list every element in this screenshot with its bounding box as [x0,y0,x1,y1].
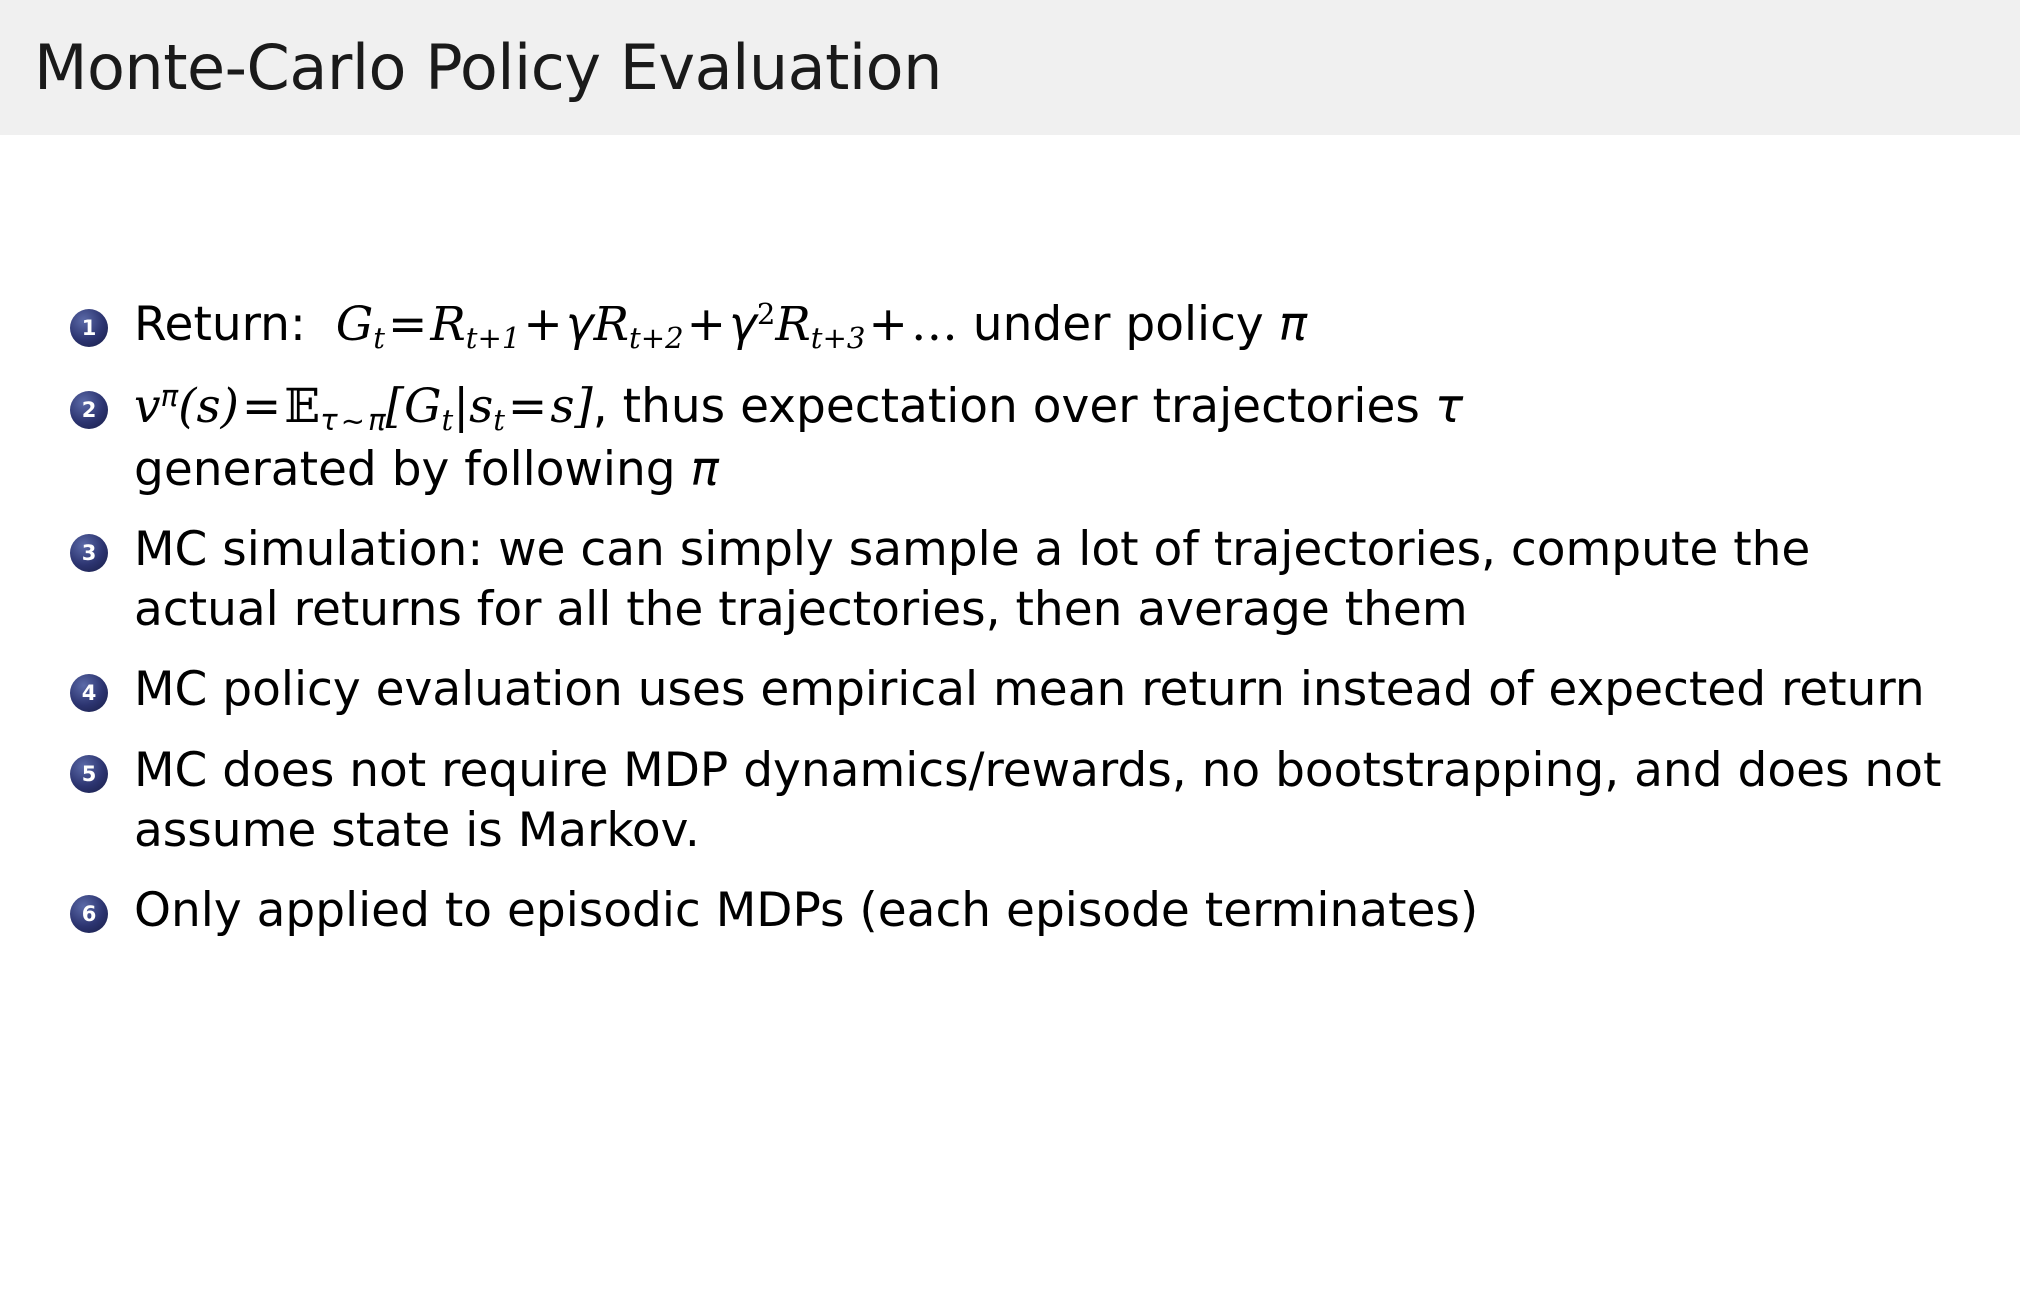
bullet-text: Only applied to episodic MDPs (each episode terminates) [134,882,1479,938]
bullet-text: MC simulation: we can simply sample a lot of trajectories, compute the actual returns for all the trajectories, then average them [134,522,1811,638]
bullet-text [134,295,1307,357]
bullet-1-tail: under policy [972,297,1264,352]
list-item [70,741,1960,861]
bullet-number-badge: 1 [70,309,108,347]
list-item [70,295,1960,357]
pi-symbol-icon: π [1278,297,1307,352]
list-item [70,520,1960,640]
bullet-number-badge: 4 [70,674,108,712]
page-title: Monte-Carlo Policy Evaluation [34,31,942,104]
bullet-number-badge: 3 [70,534,108,572]
bullet-1-formula: $G_t=R_{t+1}+\gamma R_{t+2}+\gamma^2R_{t+3}+\dots$ [320,296,958,356]
bullet-2-formula: $v^\pi(s)=𝔼_{\tau \sim \pi}[G_t|s_t=s]$ [134,379,593,438]
pi-symbol-icon: π [690,441,719,497]
bullet-2-tail: , thus expectation over trajectories [592,379,1420,435]
bullet-text: MC policy evaluation uses empirical mean return instead of expected return [134,662,1925,718]
bullet-1-lead: Return: [134,297,306,352]
bullet-text [134,377,1463,500]
bullet-number-badge: 6 [70,895,108,933]
bullet-text: MC does not require MDP dynamics/rewards, no bootstrapping, and does not assume state is Markov. [134,742,1942,858]
bullet-2-line2: generated by following [134,441,676,497]
list-item [70,377,1960,500]
bullet-number-badge: 2 [70,391,108,429]
list-item [70,660,1960,720]
bullet-list [70,295,1960,941]
slide-title-bar [0,0,2020,135]
tau-symbol-icon: τ [1434,379,1464,435]
bullet-number-badge: 5 [70,755,108,793]
slide-body [0,135,2020,941]
list-item [70,881,1960,941]
